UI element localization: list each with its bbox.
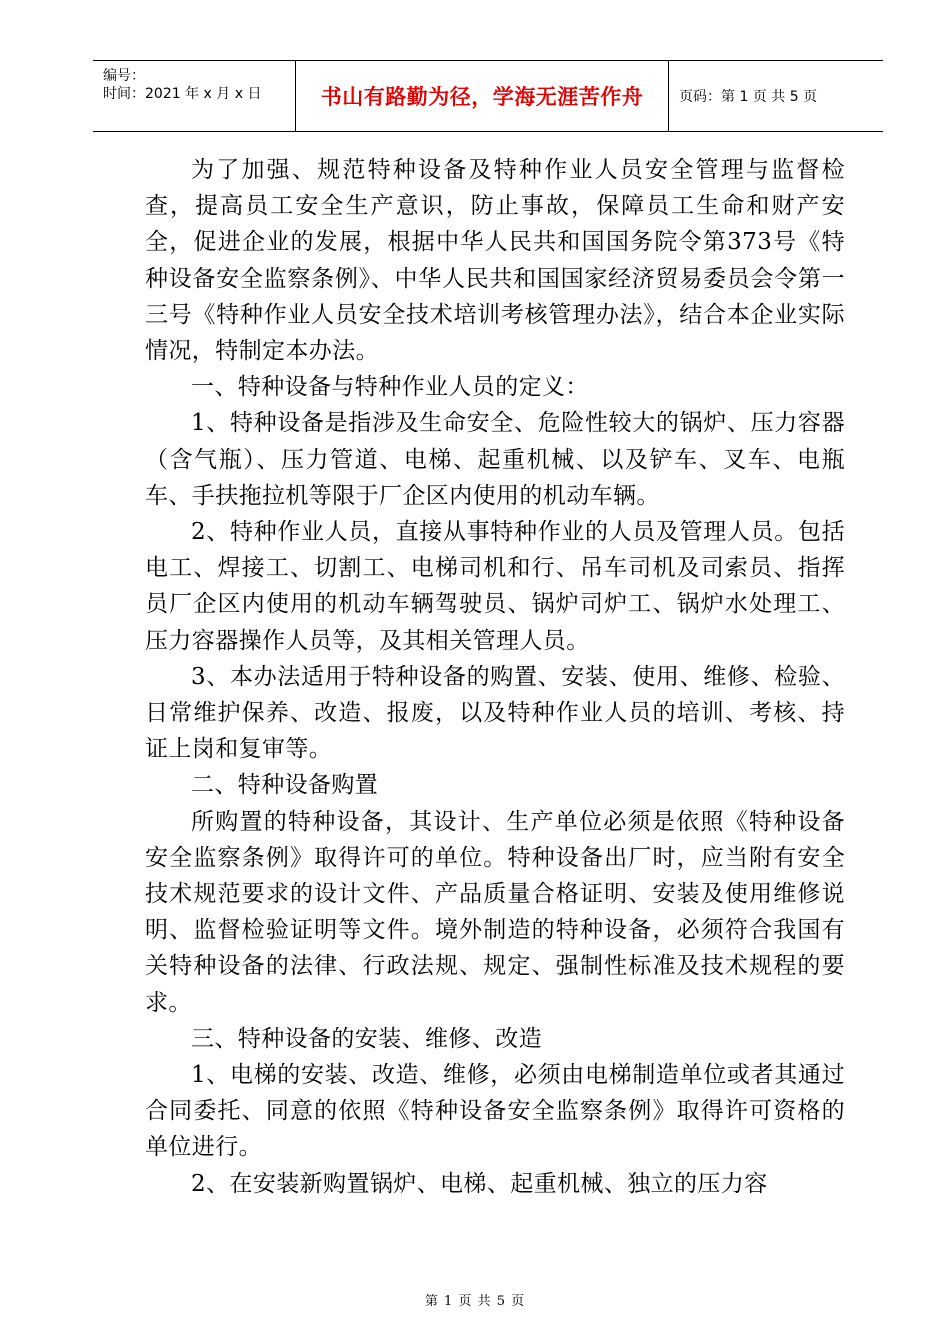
- header-motto-cell: [296, 61, 669, 131]
- header-meta-cell: [93, 61, 296, 131]
- section-heading: 三、特种设备的安装、维修、改造: [191, 1025, 542, 1052]
- document-code-label: 编号：: [103, 68, 145, 84]
- paragraph: 3、本办法适用于特种设备的购置、安装、使用、维修、检验、日常维护保养、改造、报废，以及特种作业人员的培训、考核、持证上岗和复审等。: [145, 663, 845, 763]
- section-heading: 一、特种设备与特种作业人员的定义：: [191, 374, 589, 401]
- header-page-cell: [669, 61, 883, 131]
- paragraph: 为了加强、规范特种设备及特种作业人员安全管理与监督检查，提高员工安全生产意识，防止事故，保障员工生命和财产安全，促进企业的发展，根据中华人民共和国国务院令第373号《特种设备安全监察条例》、中华人民共和国国家经济贸易委员会令第一三号《特种作业人员安全技术培训考核管理办法》，结合本企业实际情况，特制定本办法。: [145, 157, 845, 365]
- document-time-label: 时间：2021 年 x 月 x 日: [103, 86, 262, 102]
- paragraph: 1、电梯的安装、改造、维修，必须由电梯制造单位或者其通过合同委托、同意的依照《特种设备安全监察条例》取得许可资格的单位进行。: [145, 1062, 845, 1161]
- document-header: [93, 60, 883, 132]
- header-motto: 书山有路勤为径，学海无涯苦作舟: [320, 85, 644, 109]
- paragraph: 2、特种作业人员，直接从事特种作业的人员及管理人员。包括电工、焊接工、切割工、电梯司机和行、吊车司机及司索员、指挥员厂企区内使用的机动车辆驾驶员、锅炉司炉工、锅炉水处理工、压力容器操作人员等，及其相关管理人员。: [145, 519, 845, 654]
- paragraph: 2、在安装新购置锅炉、电梯、起重机械、独立的压力容: [191, 1170, 768, 1197]
- page-footer: 第 1 页 共 5 页: [424, 1294, 526, 1309]
- header-page-info: 页码：第 1 页 共 5 页: [679, 89, 818, 105]
- document-body: [145, 152, 845, 1202]
- paragraph: 所购置的特种设备，其设计、生产单位必须是依照《特种设备安全监察条例》取得许可的单位。特种设备出厂时，应当附有安全技术规范要求的设计文件、产品质量合格证明、安装及使用维修说明、监督检验证明等文件。境外制造的特种设备，必须符合我国有关特种设备的法律、行政法规、规定、强制性标准及技术规程的要求。: [145, 808, 845, 1016]
- section-heading: 二、特种设备购置: [191, 772, 379, 799]
- paragraph: 1、特种设备是指涉及生命安全、危险性较大的锅炉、压力容器（含气瓶）、压力管道、电梯、起重机械、以及铲车、叉车、电瓶车、手扶拖拉机等限于厂企区内使用的机动车辆。: [145, 410, 845, 509]
